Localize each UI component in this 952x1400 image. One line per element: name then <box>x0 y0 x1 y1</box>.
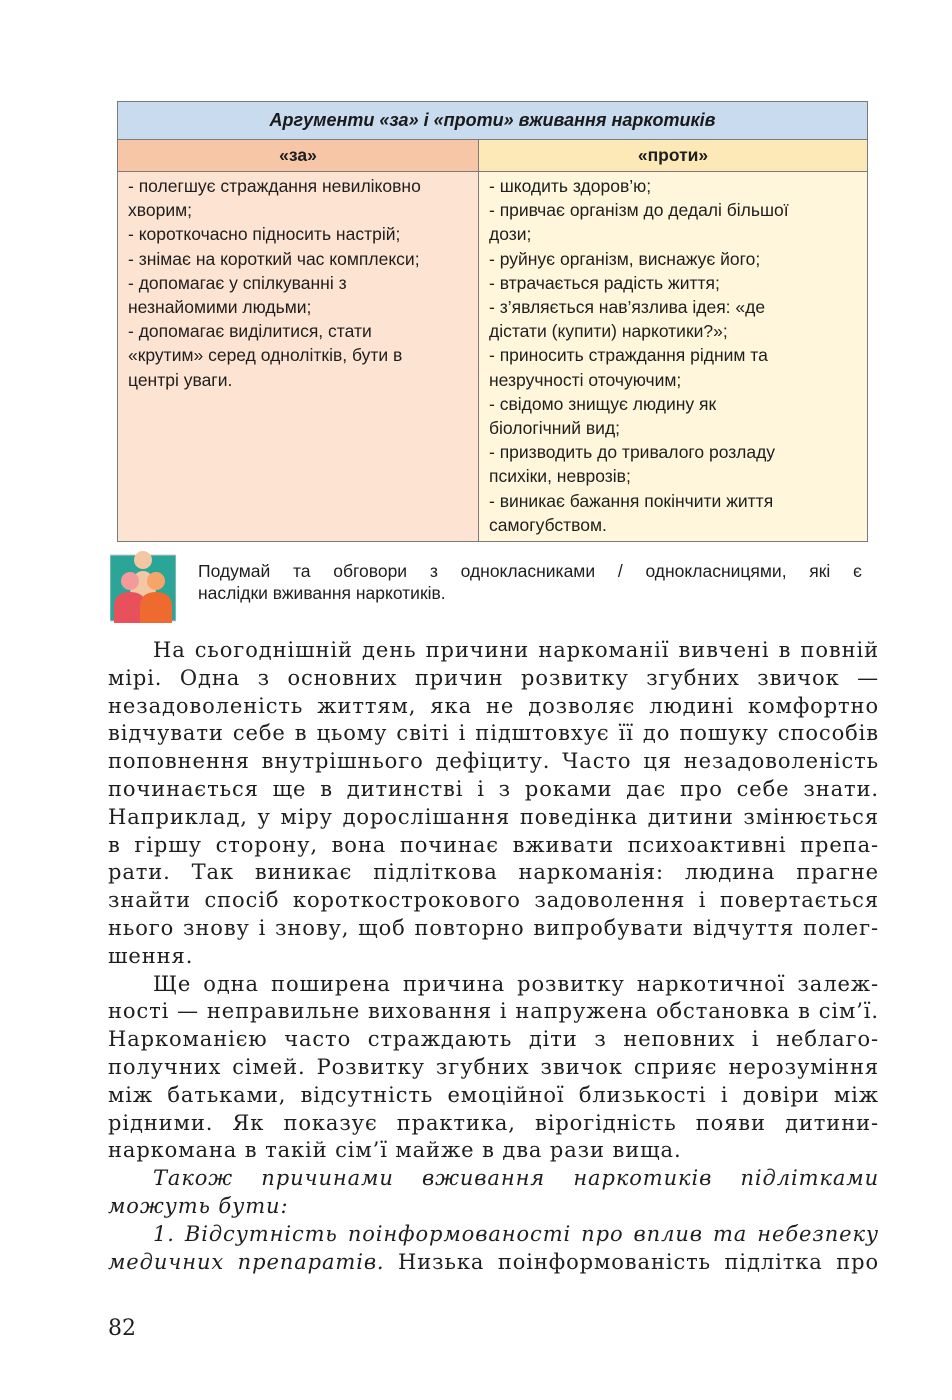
text-line: нього знову і знову, щоб повторно випробувати відчуття полег- <box>108 915 879 940</box>
proty-line: - приносить страждання рідним та <box>489 345 768 366</box>
text-line: 1. Відсутність поінформованості про вплив та небезпеку <box>153 1221 879 1246</box>
discussion-prompt <box>198 560 862 604</box>
text-line: шення. <box>108 943 194 968</box>
text-line: наркомана в такій сім’ї майже в два рази вища. <box>108 1138 682 1163</box>
proty-line: - шкодить здоров’ю; <box>489 176 652 196</box>
text-line: Ще одна поширена причина розвитку наркотичної залеж- <box>153 971 879 996</box>
text-line: в гіршу сторону, вона починає вживати психоактивні препа- <box>108 832 879 857</box>
proty-line: незручності оточуючим; <box>489 369 682 390</box>
za-line: - допомагає у спілкуванні з <box>128 272 347 293</box>
text-line: між батьками, відсутність емоційної близькості і довіри між <box>108 1082 879 1107</box>
proty-line: - втрачається радість життя; <box>489 272 720 293</box>
text-line: знайти спосіб короткострокового задоволення і повертається <box>108 888 879 913</box>
text-line: рати. Так виникає підліткова наркоманія: людина прагне <box>108 860 879 885</box>
text-line: На сьогоднішній день причини наркоманії вивчені в повній <box>153 638 879 662</box>
text-line: можуть бути: <box>108 1193 289 1218</box>
proty-line: - руйнує організм, виснажує його; <box>489 248 761 269</box>
za-line: незнайомими людьми; <box>128 297 312 318</box>
za-line: центрі уваги. <box>128 369 233 390</box>
text-line: поповнення внутрішнього дефіциту. Часто ця незадоволеність <box>108 749 879 774</box>
italic-phrase: медичних препаратів. <box>108 1249 385 1274</box>
za-line: - короткочасно підносить настрій; <box>128 224 401 245</box>
proty-arguments-cell <box>479 172 868 542</box>
proty-line: біологічний вид; <box>489 418 621 439</box>
proty-line: дістати (купити) наркотики?»; <box>489 321 728 342</box>
za-line: хворим; <box>128 200 192 221</box>
proty-line: - виникає бажання покінчити життя <box>489 490 774 511</box>
main-text <box>108 637 879 1276</box>
proty-line: дози; <box>489 224 532 245</box>
column-header-za: «за» <box>118 140 479 172</box>
text-line: рідними. Як показує практика, вірогідність появи дитини- <box>108 1110 879 1135</box>
group-discussion-icon <box>110 549 176 623</box>
page-number: 82 <box>108 1316 136 1341</box>
text-line: получних сімей. Розвитку згубних звичок сприяє нерозуміння <box>108 1054 879 1079</box>
text-line: Наприклад, у міру дорослішання поведінка дитини змінюється <box>108 804 879 829</box>
proty-line: психіки, неврозів; <box>489 466 631 487</box>
prompt-line: наслідки вживання наркотиків. <box>198 583 446 603</box>
za-arguments-cell <box>118 172 479 542</box>
za-line: - полегшує страждання невиліковно <box>128 176 421 196</box>
text-line: починається ще в дитинстві і з роками дає про себе знати. <box>108 776 879 801</box>
text-line: Наркоманією часто страждають діти з неповних і неблаго- <box>108 1027 879 1052</box>
text-line: ності — неправильне виховання і напружена обстановка в сім’ї. <box>108 999 879 1024</box>
za-line: «крутим» серед однолітків, бути в <box>128 345 403 366</box>
za-line: - знімає на короткий час комплекси; <box>128 248 420 269</box>
arguments-table <box>117 101 868 542</box>
proty-line: - з’являється нав’язлива ідея: «де <box>489 297 766 318</box>
prompt-line: Подумай та обговори з однокласниками / однокласницями, які є <box>198 561 862 581</box>
za-line: - допомагає виділитися, стати <box>128 321 372 342</box>
proty-line: - свідомо знищує людину як <box>489 393 717 414</box>
text-line <box>108 1249 879 1277</box>
text-line: незадоволеність життям, яка не дозволяє людині комфортно <box>108 693 879 718</box>
column-header-proty: «проти» <box>479 140 868 172</box>
proty-line: самогубством. <box>489 514 607 535</box>
text-line: відчувати себе в цьому світі і підштовхує її до пошуку способів <box>108 721 879 746</box>
text-fragment: Низька поінформованість підлітка про <box>384 1249 879 1274</box>
text-line: мірі. Одна з основних причин розвитку згубних звичок — <box>108 665 879 690</box>
proty-line: - призводить до тривалого розладу <box>489 442 776 463</box>
proty-line: - привчає організм до дедалі більшої <box>489 200 789 221</box>
table-title: Аргументи «за» і «проти» вживання наркотиків <box>118 102 868 140</box>
text-line: Також причинами вживання наркотиків підлітками <box>153 1166 879 1191</box>
